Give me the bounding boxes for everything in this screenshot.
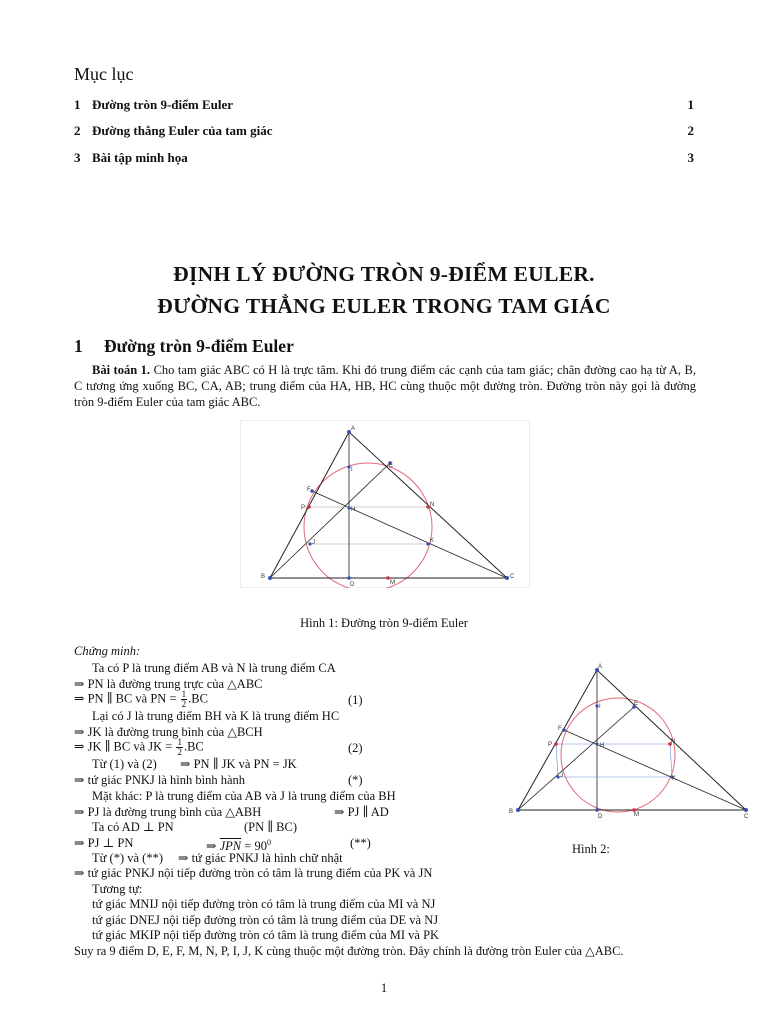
fraction-half [176,738,183,757]
label-k: K [672,776,677,782]
proof-conclusion: Suy ra 9 điểm D, E, F, M, N, P, I, J, K cùng thuộc một đường tròn. Đây chính là đường tròn Euler của △ABC. [74,944,624,958]
figure-2-caption: Hình 2: [572,842,610,856]
proof-line: tứ giác MKIP nội tiếp đường tròn có tâm là trung điểm của MI và PK [92,928,440,942]
label-p: P [548,742,553,748]
proof-line: Tương tự: [92,882,143,896]
toc-item[interactable] [74,123,694,139]
toc-item-page: 3 [687,150,694,165]
fraction-numerator: 1 [177,737,182,747]
proof-line: Từ (1) và (2) [92,757,157,771]
label-e: E [389,463,394,469]
proof-text: .BC [188,691,208,706]
proof-line: Ta có AD ⊥ PN [92,820,174,834]
toc-item-title: Đường tròn 9-điểm Euler [92,97,234,112]
equation-number: (*) [348,773,363,787]
label-d: D [598,814,603,820]
toc-heading: Mục lục [74,64,134,84]
label-c: C [744,814,749,820]
label-m: M [634,812,639,818]
label-m: M [390,580,395,586]
problem-label: Bài toán 1. [92,363,151,377]
proof-line: ⇒ tứ giác PNKJ nội tiếp đường tròn có tâm là trung điểm của PK và JN [74,866,433,880]
proof-line [74,738,204,757]
proof-text: ⇒ [206,839,217,854]
figure-2-diagram [506,660,754,822]
proof-line: ⇒ tứ giác PNKJ là hình chữ nhật [178,851,343,865]
document-title [0,258,768,322]
label-k: K [430,538,435,544]
label-e: E [634,701,639,707]
toc-item-number: 3 [74,150,81,165]
fraction-denominator: 2 [177,747,182,757]
label-a: A [351,426,356,432]
section-heading [74,336,294,357]
toc-item-page: 1 [687,97,694,112]
proof-line: Ta có P là trung điểm AB và N là trung điểm CA [92,661,336,675]
problem-statement [74,362,696,410]
proof-line [74,690,208,709]
label-n: N [430,502,435,508]
toc-item-title: Bài tập minh họa [92,150,188,165]
proof-line: ⇒ JK là đường trung bình của △BCH [74,725,263,739]
proof-line: (PN ∥ BC) [244,820,298,834]
title-line-1: ĐỊNH LÝ ĐƯỜNG TRÒN 9-ĐIỂM EULER. [173,262,595,286]
proof-text: = 90 [244,839,267,854]
label-j: J [560,773,563,779]
proof-line: ⇒ PN ∥ JK và PN = JK [180,757,297,771]
label-b: B [509,809,514,815]
proof-line: ⇒ PJ là đường trung bình của △ABH [74,805,262,819]
problem-text: Cho tam giác ABC có H là trực tâm. Khi đó trung điểm các cạnh của tam giác; chân đường cao hạ từ A, B, C tương ứng xuống BC, CA, AB; trung điểm của HA, HB, HC cùng thuộc một đường tròn. Đường tròn này gọi là đường tròn 9-điểm Euler của tam giác ABC. [74,363,697,409]
label-h: H [600,743,605,749]
proof-line: ⇒ PJ ⊥ PN [74,836,134,850]
label-f: F [558,726,562,732]
proof-line: ⇒ PN là đường trung trực của △ABC [74,677,263,691]
label-p: P [301,505,306,511]
toc-item-number: 1 [74,97,81,112]
label-i: I [351,467,353,473]
label-c: C [510,574,515,580]
label-d: D [350,582,355,588]
section-title: Đường tròn 9-điểm Euler [104,336,294,356]
proof-text: .BC [183,739,204,754]
proof-line: tứ giác DNEJ nội tiếp đường tròn có tâm là trung điểm của DE và NJ [92,913,439,927]
label-b: B [261,574,266,580]
equation-number: (1) [348,693,363,707]
proof-line: Mặt khác: P là trung điểm của AB và J là trung điểm của BH [92,789,396,803]
label-j: J [312,540,315,546]
toc-item[interactable] [74,97,694,113]
proof-line: Từ (*) và (**) [92,851,163,865]
label-h: H [351,507,356,513]
label-a: A [598,664,603,670]
proof-line: ⇒ PJ ∥ AD [334,805,389,819]
figure-1-caption: Hình 1: Đường tròn 9-điểm Euler [300,616,468,630]
toc-item[interactable] [74,150,694,166]
proof-text: ⇒ PN ∥ BC và PN = [74,691,177,706]
label-i: I [599,704,601,710]
label-n: N [671,739,676,745]
fraction-numerator: 1 [181,689,187,699]
equation-number: (**) [350,836,371,850]
degree-superscript: 0 [266,838,271,847]
proof-line: ⇒ tứ giác PNKJ là hình bình hành [74,773,246,787]
title-line-2: ĐƯỜNG THẲNG EULER TRONG TAM GIÁC [157,294,611,318]
fraction-half [181,690,188,709]
proof-text: ⇒ JK ∥ BC và JK = [74,739,173,754]
figure-1-diagram [240,420,530,588]
equation-number: (2) [348,741,363,755]
section-number: 1 [74,336,83,356]
label-f: F [307,487,311,493]
toc-item-number: 2 [74,123,81,138]
fraction-denominator: 2 [181,699,187,709]
angle-jpn: $\overline{JPN}$ [219,839,242,854]
toc-item-title: Đường thẳng Euler của tam giác [92,123,273,138]
page-number: 1 [380,981,388,995]
proof-line: tứ giác MNIJ nội tiếp đường tròn có tâm là trung điểm của MI và NJ [92,897,436,911]
proof-heading: Chứng minh: [74,644,141,658]
proof-line: Lại có J là trung điểm BH và K là trung điểm HC [92,709,340,723]
toc-item-page: 2 [687,123,694,138]
